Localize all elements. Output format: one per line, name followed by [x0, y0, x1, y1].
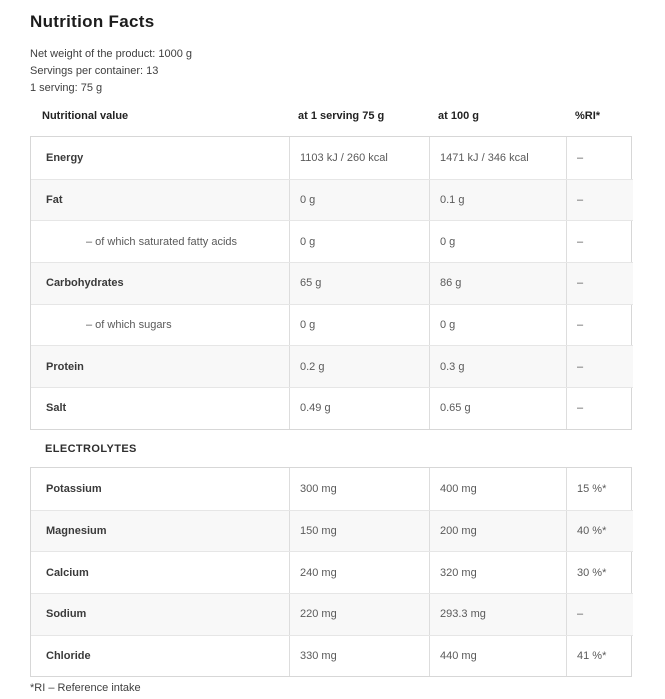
- row-label: Protein: [46, 360, 84, 373]
- table-header-row: [30, 110, 632, 122]
- table-subrow: [31, 304, 633, 346]
- value-per-100g: 0.3 g: [429, 346, 566, 387]
- value-per-100g: 0.65 g: [429, 388, 566, 429]
- table-row: [31, 387, 633, 429]
- value-ri: 15 %*: [566, 468, 633, 510]
- serving-size-text: 1 serving: 75 g: [30, 82, 103, 94]
- column-header-ri: %RI*: [575, 110, 601, 122]
- value-per-100g: 86 g: [429, 263, 566, 304]
- value-ri: –: [566, 137, 633, 179]
- row-label: Sodium: [46, 608, 87, 621]
- value-per-100g: 0 g: [429, 221, 566, 262]
- value-per-serving: 0 g: [289, 180, 429, 221]
- table-row: [31, 510, 633, 552]
- reference-intake-footnote: *RI – Reference intake: [30, 682, 141, 695]
- row-label: Salt: [46, 402, 67, 415]
- row-label: Carbohydrates: [46, 277, 124, 290]
- electrolytes-section-title: ELECTROLYTES: [45, 442, 137, 455]
- value-per-serving: 0.2 g: [289, 346, 429, 387]
- value-per-100g: 400 mg: [429, 468, 566, 510]
- value-per-serving: 240 mg: [289, 552, 429, 593]
- value-per-100g: 320 mg: [429, 552, 566, 593]
- page-title: Nutrition Facts: [30, 12, 155, 31]
- table-row: [31, 593, 633, 635]
- row-label: Fat: [46, 194, 63, 207]
- value-per-serving: 0.49 g: [289, 388, 429, 429]
- value-ri: –: [566, 388, 633, 429]
- value-ri: 40 %*: [566, 511, 633, 552]
- value-per-serving: 330 mg: [289, 636, 429, 677]
- value-ri: 30 %*: [566, 552, 633, 593]
- row-label: Calcium: [46, 566, 89, 579]
- value-per-100g: 0.1 g: [429, 180, 566, 221]
- row-label: Chloride: [46, 649, 91, 662]
- net-weight-text: Net weight of the product: 1000 g: [30, 48, 193, 60]
- table-row: [31, 635, 633, 677]
- value-per-100g: 200 mg: [429, 511, 566, 552]
- value-per-serving: 65 g: [289, 263, 429, 304]
- value-per-serving: 150 mg: [289, 511, 429, 552]
- value-ri: –: [566, 180, 633, 221]
- row-label: – of which sugars: [86, 319, 172, 332]
- table-row: [31, 345, 633, 387]
- column-header-per-100g: at 100 g: [438, 110, 479, 122]
- row-label: Potassium: [46, 482, 102, 495]
- row-label: Magnesium: [46, 524, 107, 537]
- nutrients-table: [30, 136, 632, 430]
- value-ri: –: [566, 305, 633, 346]
- electrolytes-table: [30, 467, 632, 677]
- value-per-100g: 440 mg: [429, 636, 566, 677]
- row-label: – of which saturated fatty acids: [86, 235, 238, 248]
- column-header-nutritional-value: Nutritional value: [42, 110, 129, 122]
- value-per-serving: 300 mg: [289, 468, 429, 510]
- servings-per-container-text: Servings per container: 13: [30, 65, 159, 77]
- value-ri: –: [566, 346, 633, 387]
- value-per-serving: 220 mg: [289, 594, 429, 635]
- table-row: [31, 551, 633, 593]
- table-row: [31, 262, 633, 304]
- product-meta: [30, 46, 632, 97]
- value-ri: –: [566, 594, 633, 635]
- table-row: [31, 179, 633, 221]
- value-per-100g: 0 g: [429, 305, 566, 346]
- value-ri: 41 %*: [566, 636, 633, 677]
- value-per-100g: 293.3 mg: [429, 594, 566, 635]
- value-per-100g: 1471 kJ / 346 kcal: [429, 137, 566, 179]
- value-ri: –: [566, 221, 633, 262]
- value-per-serving: 0 g: [289, 305, 429, 346]
- row-label: Energy: [46, 151, 84, 164]
- value-per-serving: 1103 kJ / 260 kcal: [289, 137, 429, 179]
- table-row: [31, 137, 633, 179]
- table-row: [31, 468, 633, 510]
- value-ri: –: [566, 263, 633, 304]
- column-header-per-serving: at 1 serving 75 g: [298, 110, 385, 122]
- value-per-serving: 0 g: [289, 221, 429, 262]
- table-subrow: [31, 220, 633, 262]
